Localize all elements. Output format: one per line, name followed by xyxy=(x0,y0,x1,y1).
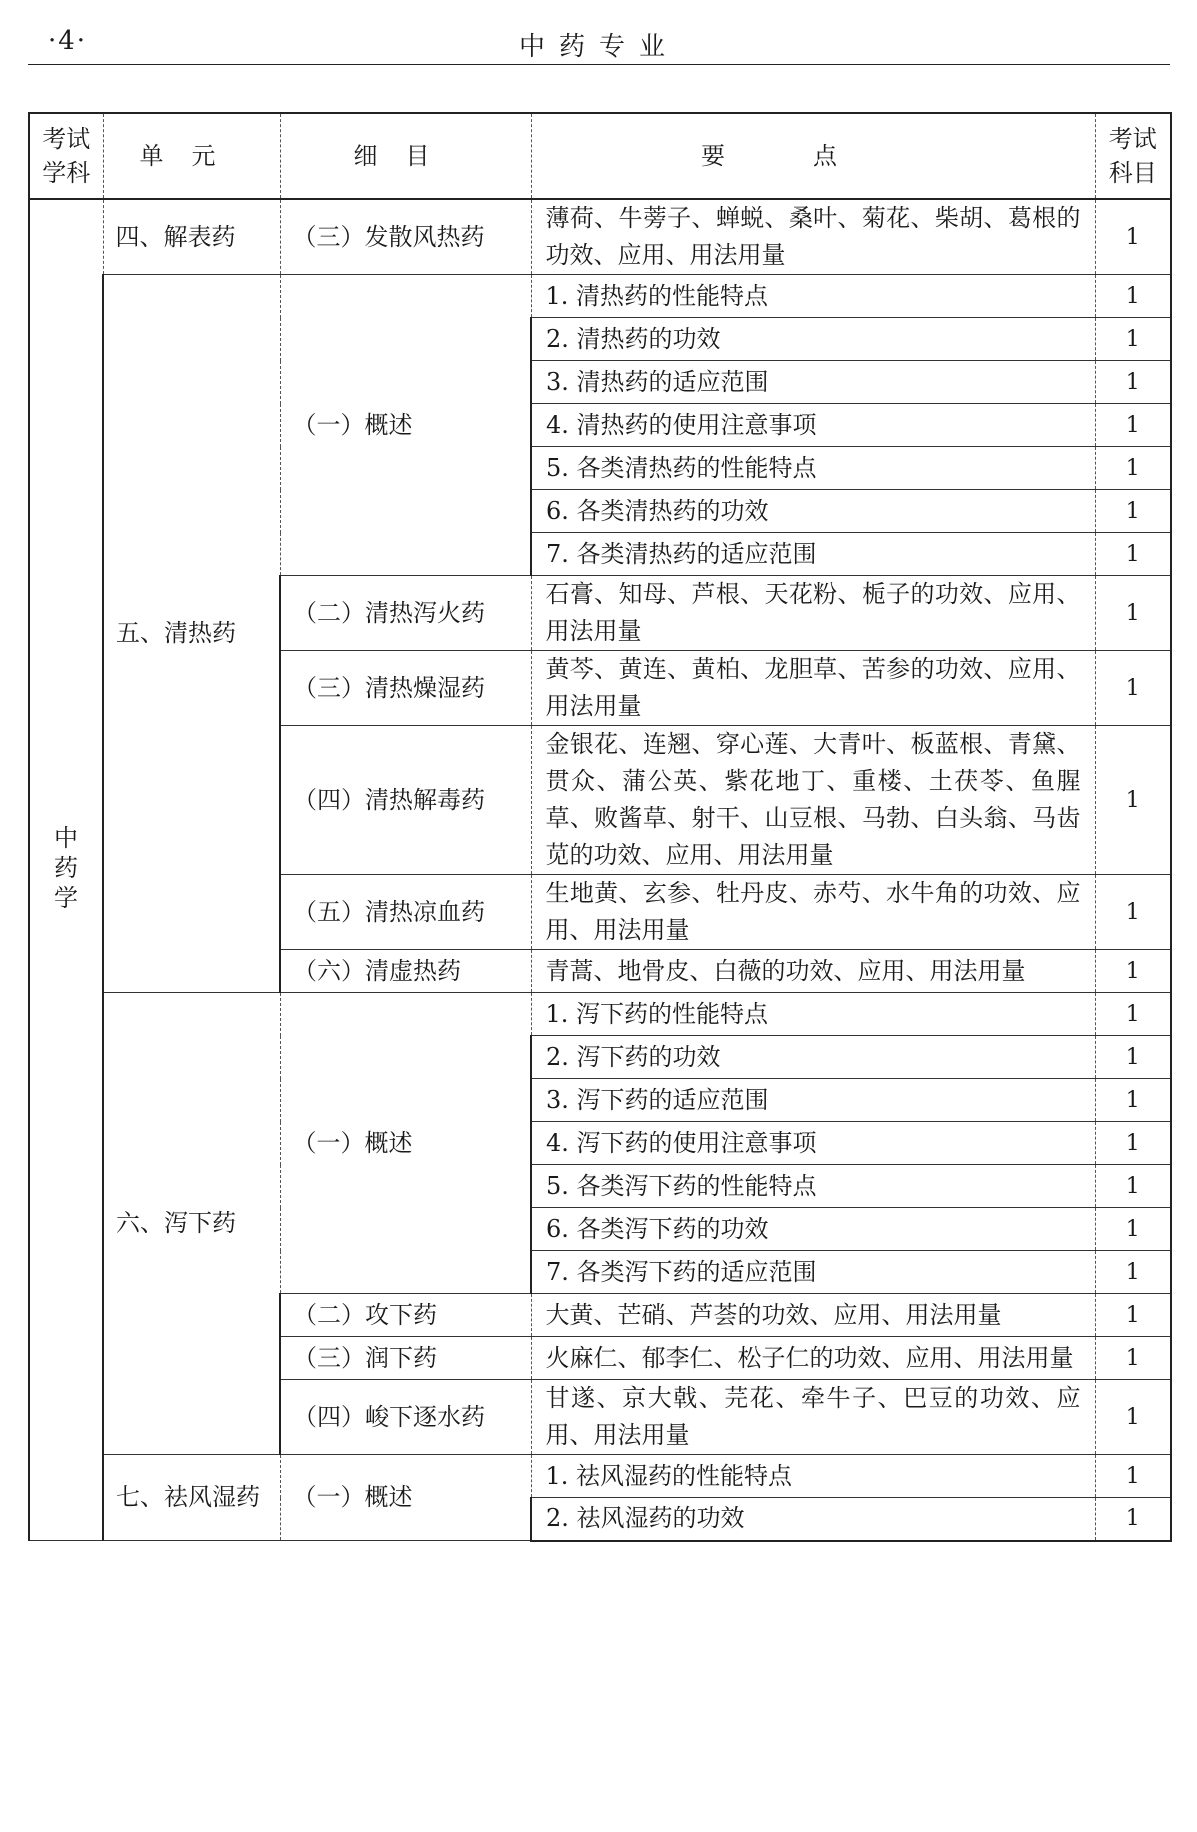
exam-level-cell: 1 xyxy=(1095,1165,1171,1208)
exam-level-cell: 1 xyxy=(1095,404,1171,447)
point-cell: 6. 各类泻下药的功效 xyxy=(531,1208,1095,1251)
point-cell: 2. 泻下药的功效 xyxy=(531,1036,1095,1079)
exam-level-cell: 1 xyxy=(1095,875,1171,950)
point-cell: 大黄、芒硝、芦荟的功效、应用、用法用量 xyxy=(531,1294,1095,1337)
exam-level-cell: 1 xyxy=(1095,950,1171,993)
point-cell: 7. 各类泻下药的适应范围 xyxy=(531,1251,1095,1294)
point-cell: 3. 泻下药的适应范围 xyxy=(531,1079,1095,1122)
table-row xyxy=(29,199,1171,275)
point-cell: 7. 各类清热药的适应范围 xyxy=(531,533,1095,576)
detail-cell: （六）清虚热药 xyxy=(280,950,531,993)
exam-level-cell: 1 xyxy=(1095,275,1171,318)
table-row xyxy=(29,1455,1171,1498)
exam-level-cell: 1 xyxy=(1095,1337,1171,1380)
exam-level-cell: 1 xyxy=(1095,1455,1171,1498)
point-cell: 4. 清热药的使用注意事项 xyxy=(531,404,1095,447)
point-cell: 1. 清热药的性能特点 xyxy=(531,275,1095,318)
exam-level-cell: 1 xyxy=(1095,1294,1171,1337)
point-cell: 2. 祛风湿药的功效 xyxy=(531,1498,1095,1541)
detail-cell: （五）清热凉血药 xyxy=(280,875,531,950)
table-row xyxy=(29,993,1171,1036)
page-number: ·4· xyxy=(48,26,88,56)
detail-cell: （一）概述 xyxy=(280,993,531,1294)
column-header-exam-level: 考试科目 xyxy=(1095,113,1171,199)
detail-cell: （四）清热解毒药 xyxy=(280,726,531,875)
unit-cell: 七、祛风湿药 xyxy=(103,1455,280,1541)
page-header xyxy=(28,24,1170,65)
exam-level-cell: 1 xyxy=(1095,1380,1171,1455)
exam-level-cell: 1 xyxy=(1095,651,1171,726)
exam-level-cell: 1 xyxy=(1095,447,1171,490)
detail-cell: （二）攻下药 xyxy=(280,1294,531,1337)
exam-level-cell: 1 xyxy=(1095,1251,1171,1294)
exam-level-cell: 1 xyxy=(1095,318,1171,361)
point-cell: 4. 泻下药的使用注意事项 xyxy=(531,1122,1095,1165)
point-cell: 5. 各类清热药的性能特点 xyxy=(531,447,1095,490)
exam-level-cell: 1 xyxy=(1095,199,1171,275)
page-title: 中药专业 xyxy=(518,32,679,62)
detail-cell: （三）润下药 xyxy=(280,1337,531,1380)
point-cell: 金银花、连翘、穿心莲、大青叶、板蓝根、青黛、贯众、蒲公英、紫花地丁、重楼、土茯苓、鱼腥草、败酱草、射干、山豆根、马勃、白头翁、马齿苋的功效、应用、用法用量 xyxy=(531,726,1095,875)
exam-level-cell: 1 xyxy=(1095,1036,1171,1079)
detail-cell: （三）发散风热药 xyxy=(280,199,531,275)
unit-cell: 六、泻下药 xyxy=(103,993,280,1455)
detail-cell: （三）清热燥湿药 xyxy=(280,651,531,726)
column-header-subject: 考试学科 xyxy=(29,113,103,199)
unit-cell: 五、清热药 xyxy=(103,275,280,993)
table-header-row xyxy=(29,113,1171,199)
point-cell: 青蒿、地骨皮、白薇的功效、应用、用法用量 xyxy=(531,950,1095,993)
detail-cell: （一）概述 xyxy=(280,1455,531,1541)
syllabus-table xyxy=(28,112,1172,1542)
column-header-unit: 单元 xyxy=(103,113,280,199)
exam-level-cell: 1 xyxy=(1095,1208,1171,1251)
point-cell: 石膏、知母、芦根、天花粉、栀子的功效、应用、用法用量 xyxy=(531,576,1095,651)
point-cell: 甘遂、京大戟、芫花、牵牛子、巴豆的功效、应用、用法用量 xyxy=(531,1380,1095,1455)
exam-level-cell: 1 xyxy=(1095,361,1171,404)
point-cell: 黄芩、黄连、黄柏、龙胆草、苦参的功效、应用、用法用量 xyxy=(531,651,1095,726)
exam-level-cell: 1 xyxy=(1095,490,1171,533)
point-cell: 1. 泻下药的性能特点 xyxy=(531,993,1095,1036)
exam-level-cell: 1 xyxy=(1095,993,1171,1036)
column-header-point: 要点 xyxy=(531,113,1095,199)
detail-cell: （一）概述 xyxy=(280,275,531,576)
point-cell: 2. 清热药的功效 xyxy=(531,318,1095,361)
exam-level-cell: 1 xyxy=(1095,1079,1171,1122)
table-row xyxy=(29,275,1171,318)
exam-level-cell: 1 xyxy=(1095,533,1171,576)
exam-level-cell: 1 xyxy=(1095,726,1171,875)
exam-level-cell: 1 xyxy=(1095,576,1171,651)
detail-cell: （二）清热泻火药 xyxy=(280,576,531,651)
detail-cell: （四）峻下逐水药 xyxy=(280,1380,531,1455)
exam-level-cell: 1 xyxy=(1095,1498,1171,1541)
exam-level-cell: 1 xyxy=(1095,1122,1171,1165)
subject-cell xyxy=(29,199,103,1541)
column-header-detail: 细目 xyxy=(280,113,531,199)
unit-cell: 四、解表药 xyxy=(103,199,280,275)
point-cell: 3. 清热药的适应范围 xyxy=(531,361,1095,404)
point-cell: 5. 各类泻下药的性能特点 xyxy=(531,1165,1095,1208)
point-cell: 1. 祛风湿药的性能特点 xyxy=(531,1455,1095,1498)
point-cell: 6. 各类清热药的功效 xyxy=(531,490,1095,533)
point-cell: 火麻仁、郁李仁、松子仁的功效、应用、用法用量 xyxy=(531,1337,1095,1380)
point-cell: 薄荷、牛蒡子、蝉蜕、桑叶、菊花、柴胡、葛根的功效、应用、用法用量 xyxy=(531,199,1095,275)
point-cell: 生地黄、玄参、牡丹皮、赤芍、水牛角的功效、应用、用法用量 xyxy=(531,875,1095,950)
subject-label: 中药学 xyxy=(54,824,78,912)
